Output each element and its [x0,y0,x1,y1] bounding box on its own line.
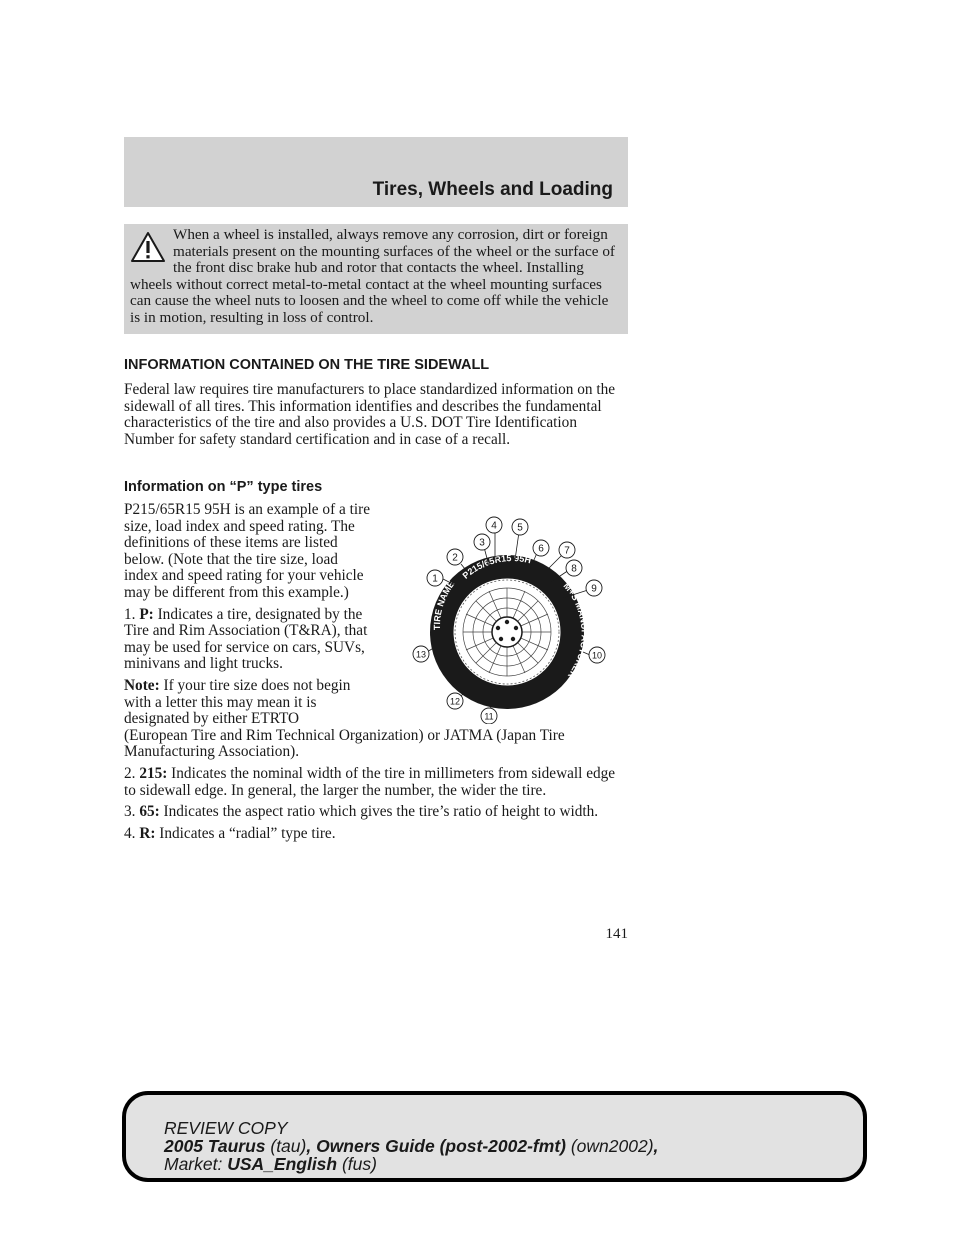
section-heading: INFORMATION CONTAINED ON THE TIRE SIDEWALL [124,357,490,373]
callout-number: 4 [491,520,497,532]
section-intro: Federal law requires tire manufacturers to place standardized information on the sidewall of all tires. This information identifies and describes the fundamental characteristics of the tire and also provides a U.S. DOT Tire Identification Number for safety standard certification and in case of a recall. [124,381,616,448]
tire-sidewall-diagram [405,512,610,724]
subsection-heading: Information on “P” type tires [124,479,323,495]
definition-item: 1. P: Indicates a tire, designated by the Tire and Rim Association (T&RA), that may be used for service on cars, SUVs, minivans and light trucks. [124,605,368,673]
callout-number: 9 [591,583,597,595]
callout-number: 13 [415,649,427,660]
definition-item: 2. 215: Indicates the nominal width of the tire in millimeters from sidewall edge to sidewall edge. In general, the larger the number, the wider the tire. [124,764,616,799]
tire-size-label: P215/65R15 [460,553,512,581]
callout-number: 11 [484,711,494,722]
callout-number: 1 [432,573,438,585]
callout-number: 12 [449,696,461,707]
callout-number: 6 [538,543,544,555]
callout-number: 8 [571,563,577,575]
header-bar [124,137,628,207]
warning-triangle-icon [130,231,166,263]
warning-box [124,224,628,334]
callout-number: 7 [564,545,570,557]
review-model-line: 2005 Taurus (tau), Owners Guide (post-2002-fmt) (own2002), [164,1136,659,1156]
review-copy-label: REVIEW COPY [164,1118,288,1138]
speed-rating-label: 95H [513,553,533,566]
callout-number: 2 [452,552,458,564]
page-number: 141 [605,926,628,942]
callout-number: 5 [517,522,523,534]
example-paragraph: P215/65R15 95H is an example of a tire size, load index and speed rating. The definitions of these items are listed below. (Note that the tire size, load index and speed rating for your vehicle may be different from this example.) [124,501,370,601]
warning-text: When a wheel is installed, always remove any corrosion, dirt or foreign materials present on the mounting surfaces of the wheel or the surface of the front disc brake hub and rotor that contacts the wheel. Installing wheels without correct metal-to-metal contact at the wheel mounting surfaces can cause the wheel nuts to loosen and the wheel to come off while the vehicle is in motion, resulting in loss of control. [130,226,615,326]
review-market-line: Market: USA_English (fus) [164,1154,377,1174]
ms-label: M+S [561,580,581,603]
callout-number: 3 [479,537,485,549]
note-paragraph: Note: If your tire size does not begin with a letter this may mean it is designated by either ETRTO (European Tire and Rim Technical Organization) or JATMA (Japan Tire Manufacturing Association). [124,676,565,761]
tire-name-label: TIRE NAME [431,579,457,631]
definition-item: 4. R: Indicates a “radial” type tire. [124,824,336,842]
manufacturer-label: MANUFACTURER [565,600,590,681]
callout-number: 10 [591,650,603,661]
page-title: Tires, Wheels and Loading [372,179,613,200]
review-copy-box [122,1091,867,1182]
definition-item: 3. 65: Indicates the aspect ratio which gives the tire’s ratio of height to width. [124,803,599,821]
